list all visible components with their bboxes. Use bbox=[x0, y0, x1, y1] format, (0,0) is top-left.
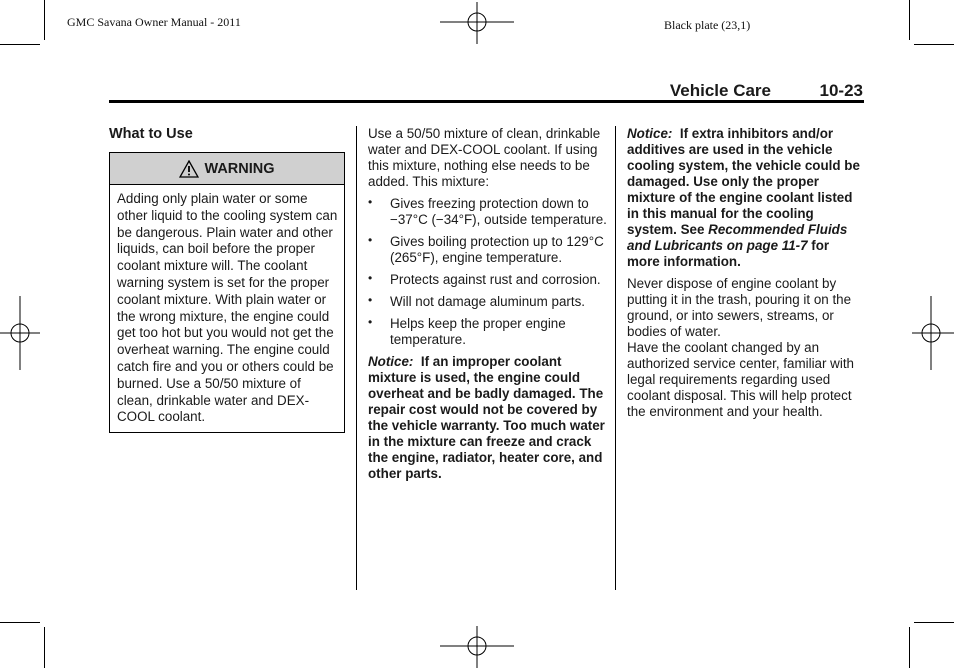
disposal-paragraph: Never dispose of engine coolant by putting it in the trash, pouring it on the ground, or into sewers, streams, or bodies of water. bbox=[627, 276, 852, 339]
column-divider bbox=[615, 126, 616, 590]
section-title: Vehicle Care bbox=[669, 81, 771, 100]
column-3 bbox=[627, 126, 864, 420]
registration-mark-icon bbox=[0, 296, 40, 370]
list-item: • Gives boiling protection up to 129°C (265°F), engine temperature. bbox=[368, 234, 608, 266]
column-1 bbox=[109, 126, 346, 433]
column-2 bbox=[368, 126, 608, 482]
list-item: • Helps keep the proper engine temperature. bbox=[368, 316, 608, 348]
warning-title: WARNING bbox=[204, 160, 275, 177]
plate-right: Black plate (23,1) bbox=[664, 18, 751, 32]
crop-mark bbox=[909, 0, 910, 40]
crop-mark bbox=[44, 0, 45, 40]
notice-label: Notice: bbox=[627, 126, 673, 141]
registration-mark-icon bbox=[912, 296, 954, 370]
service-paragraph: Have the coolant changed by an authorized service center, familiar with legal requirements regarding used coolant disposal. This will help protect the environment and your health. bbox=[627, 340, 854, 419]
header-rule bbox=[109, 100, 864, 103]
notice-text: If extra inhibitors and/or additives are used in the vehicle cooling system, the vehicle could be damaged. Use only the proper mixture of the engine coolant listed in this manual for the cooling system. See bbox=[627, 126, 860, 237]
warning-header bbox=[110, 153, 344, 185]
registration-mark-icon bbox=[440, 626, 514, 668]
list-item: • Gives freezing protection down to −37°C (−34°F), outside temperature. bbox=[368, 196, 608, 228]
crop-mark bbox=[0, 622, 40, 623]
registration-mark-icon bbox=[440, 2, 514, 44]
warning-text: Adding only plain water or some other liquid to the cooling system can be dangerous. Plain water and other liquids, can boil before the proper coolant mixture will. The coolant warning system is set for the proper coolant mixture. With plain water or the wrong mixture, the engine could get too hot but you would not get the overheat warning. The engine could catch fire and you or others could be burned. Use a 50/50 mixture of clean, drinkable water and DEX-COOL coolant. bbox=[117, 191, 338, 425]
notice-text: If an improper coolant mixture is used, the engine could overheat and be badly damaged. The repair cost would not be covered by the vehicle warranty. Too much water in the mixture can freeze and crack the engine, radiator, heater core, and other parts. bbox=[368, 354, 605, 481]
notice-tail: for more information. bbox=[627, 238, 830, 269]
intro-paragraph: Use a 50/50 mixture of clean, drinkable water and DEX-COOL coolant. If using this mixture, nothing else needs to be added. This mixture: bbox=[368, 126, 601, 189]
notice-label: Notice: bbox=[368, 354, 414, 369]
notice-paragraph bbox=[368, 354, 608, 482]
notice-paragraph bbox=[627, 126, 864, 270]
page-number: 10-23 bbox=[819, 81, 863, 100]
column-divider bbox=[356, 126, 357, 590]
plate-left: GMC Savana Owner Manual - 2011 bbox=[67, 15, 241, 29]
crop-mark bbox=[44, 627, 45, 668]
list-item: • Protects against rust and corrosion. bbox=[368, 272, 608, 288]
cross-reference-link[interactable]: Recommended Fluids and Lubricants on page 11-7 bbox=[627, 222, 848, 253]
section-heading: What to Use bbox=[109, 126, 193, 142]
warning-box bbox=[109, 152, 345, 433]
warning-triangle-icon bbox=[179, 160, 199, 178]
crop-mark bbox=[914, 622, 954, 623]
crop-mark bbox=[909, 627, 910, 668]
crop-mark bbox=[914, 44, 954, 45]
list-item: • Will not damage aluminum parts. bbox=[368, 294, 608, 310]
benefit-list bbox=[368, 196, 608, 348]
page-header bbox=[109, 81, 864, 101]
crop-mark bbox=[0, 44, 40, 45]
